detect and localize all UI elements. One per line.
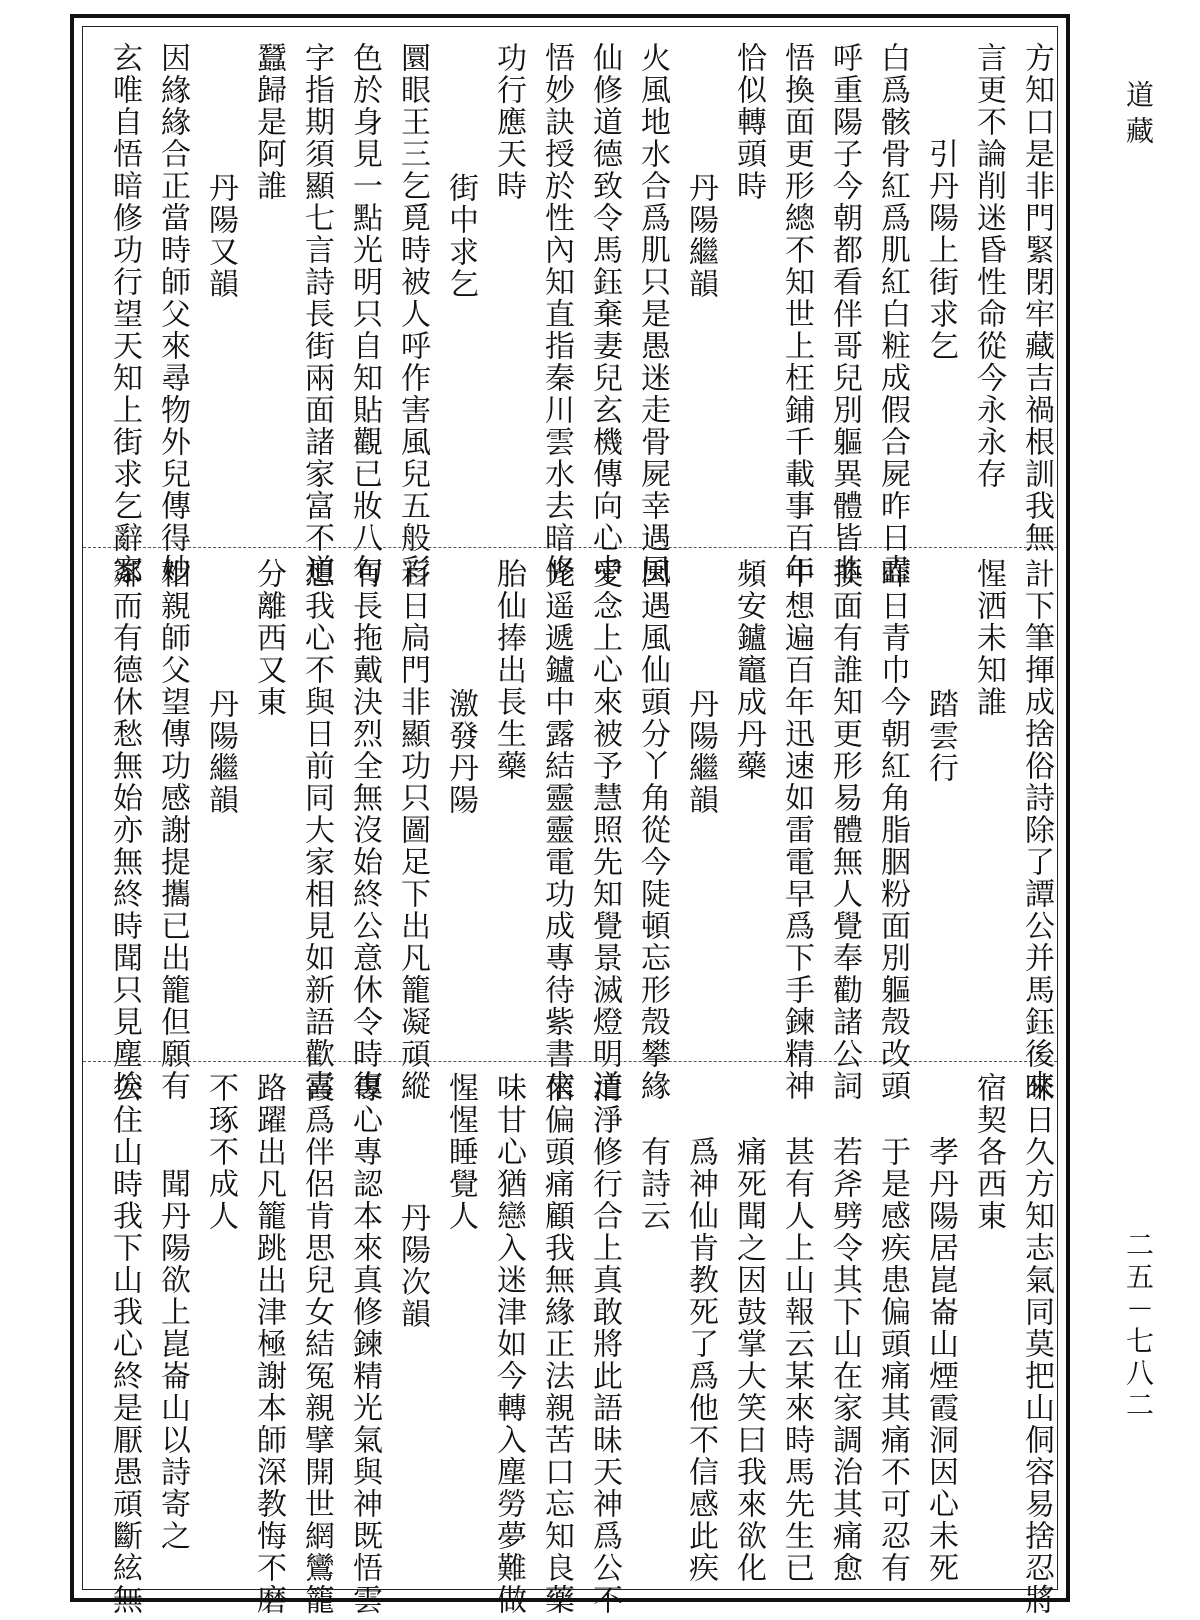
text-column: 于是感疾患偏頭痛其痛不可忍有 — [875, 1136, 910, 1584]
text-column: 計下筆揮成捨俗詩除了譚公并馬鈺後來 — [1019, 558, 1054, 1102]
text-column: 昨日青巾今朝紅角脂胭粉面別軀殼改頭 — [875, 558, 910, 1102]
text-column: 甚有人上山報云某來時馬先生已 — [779, 1136, 814, 1584]
text-column: 有長拖戴決烈全無沒始終公意休令時復 — [347, 558, 382, 1102]
text-column: 引丹陽上街求乞 — [923, 138, 958, 362]
text-column: 頻安鑪竈成丹藥 — [731, 558, 766, 782]
text-column: 字指期須顯七言詩長街兩面諸家富不道 — [299, 42, 334, 586]
text-column: 白爲骸骨紅爲肌紅白粧成假合屍昨日盡 — [875, 42, 910, 586]
text-column: 惺惺睡覺人 — [443, 1072, 478, 1232]
text-column: 中想遍百年迅速如雷電早爲下手鍊精神 — [779, 558, 814, 1102]
text-column: 光遥遞鑪中露結靈靈電功成專待紫書來 — [539, 558, 574, 1102]
page-frame — [70, 14, 1070, 1616]
collection-label: 道藏 — [1122, 80, 1155, 152]
text-column: 霞爲伴侶肯思兒女結冤親擘開世網鸞籠 — [299, 1072, 334, 1616]
text-column: 胎仙捧出長生藥 — [491, 558, 526, 782]
text-column: 悟換面更形總不知世上枉鋪千載事百年 — [779, 42, 814, 586]
text-column: 方知口是非門緊閉牢藏吉禍根訓我無 — [1019, 42, 1054, 554]
text-column: 踏雲行 — [923, 688, 958, 784]
text-column: 丹陽又韻 — [203, 172, 238, 300]
text-section-middle — [88, 558, 1056, 1102]
text-column: 若斧劈令其下山在家調治其痛愈 — [827, 1136, 862, 1584]
text-column: 不琢不成人 — [203, 1072, 238, 1232]
text-column: 百日扃門非顯功只圖足下出凡籠凝頑縱 — [395, 558, 430, 1102]
text-column: 有詩云 — [635, 1136, 670, 1232]
text-column: 分離西又東 — [251, 558, 286, 718]
text-column: 丹陽次韻 — [395, 1202, 430, 1330]
text-column: 惺洒未知誰 — [971, 558, 1006, 718]
column-group — [88, 1072, 1056, 1616]
text-column: 蠶歸是阿誰 — [251, 42, 286, 202]
text-column: 色於身見一點光明只自知貼觀已妝八句 — [347, 42, 382, 586]
text-column: 路躍出凡籠跳出津極謝本師深教悔不磨 — [251, 1072, 286, 1616]
text-column: 爲神仙肯教死了爲他不信感此疾 — [683, 1136, 718, 1584]
text-column: 鄰而有德休愁無始亦無終時聞只見塵埃 — [107, 558, 142, 1102]
text-column: 激發丹陽 — [443, 688, 478, 816]
text-column: 言更不論削迷昏性命從今永永存 — [971, 42, 1006, 490]
text-column: 悟妙訣授於性內知直指秦川雲水去暗修 — [539, 42, 574, 586]
text-column: 圜眼王三乞覓時被人呼作害風兒五般彩 — [395, 42, 430, 586]
page-number: 二五－七八二 — [1122, 1230, 1155, 1422]
text-section-bottom — [88, 1072, 1056, 1616]
text-column: 愛念上心來被予慧照先知覺景滅燈明道 — [587, 558, 622, 1102]
text-column: 因遇風仙頭分丫角從今陡頓忘形殼攀緣 — [635, 558, 670, 1102]
text-section-top — [88, 42, 1056, 586]
text-column: 清淨修行合上真敢將此語昧天神爲公不 — [587, 1072, 622, 1616]
text-column: 丹陽繼韻 — [683, 688, 718, 816]
text-column: 聞丹陽欲上崑崙山以詩寄之 — [155, 1168, 190, 1552]
text-column: 昧日久方知志氣同莫把山侗容易捨忍將 — [1019, 1072, 1054, 1616]
text-column: 相親師父望傳功感謝提攜已出籠但願有 — [155, 558, 190, 1102]
text-column: 想我心不與日前同大家相見如新語歡喜 — [299, 558, 334, 1102]
text-column: 丹陽繼韻 — [203, 688, 238, 816]
text-column: 痛死聞之因鼓掌大笑曰我來欲化 — [731, 1136, 766, 1584]
text-column: 換面有誰知更形易體無人覺奉勸諸公詞 — [827, 558, 862, 1102]
text-column: 因緣緣合正當時師父來尋物外兒傳得妙 — [155, 42, 190, 586]
text-column: 街中求乞 — [443, 172, 478, 300]
text-column: 宿契各西東 — [971, 1072, 1006, 1232]
text-column: 玄唯自悟暗修功行望天知上街求乞辭家 — [107, 42, 142, 586]
text-column: 呼重陽子今朝都看伴哥兒別軀異體皆非 — [827, 42, 862, 586]
text-column: 功行應天時 — [491, 42, 526, 202]
text-column: 火風地水合爲肌只是愚迷走骨屍幸遇風 — [635, 42, 670, 586]
text-column: 信偏頭痛顧我無緣正法親苦口忘知良藥 — [539, 1072, 574, 1616]
text-column: 丹陽繼韻 — [683, 172, 718, 300]
text-column: 恰似轉頭時 — [731, 42, 766, 202]
text-column: 仙修道德致令馬鈺棄妻兒玄機傳向心中 — [587, 42, 622, 586]
column-group — [88, 42, 1056, 586]
text-column: 專心專認本來真修鍊精光氣與神既悟雲 — [347, 1072, 382, 1616]
text-column: 孝丹陽居崑崙山煙霞洞因心未死 — [923, 1136, 958, 1584]
text-column: 公住山時我下山我心終是厭愚頑斷絃無 — [107, 1072, 142, 1616]
column-group — [88, 558, 1056, 1102]
text-column: 味甘心猶戀入迷津如今轉入塵勞夢難做 — [491, 1072, 526, 1616]
